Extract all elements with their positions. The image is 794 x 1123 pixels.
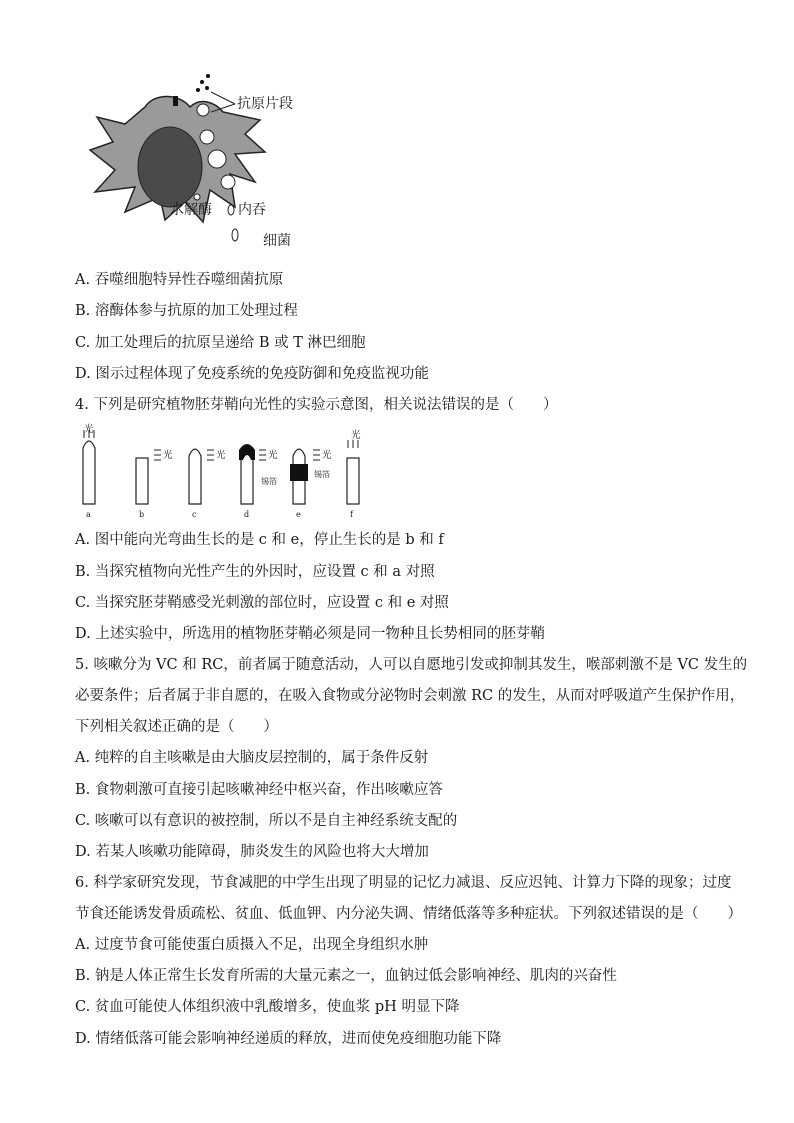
label-bacteria: 细菌 xyxy=(263,233,291,249)
tube-letter-c: c xyxy=(192,510,197,519)
label-antigen-fragment: 抗原片段 xyxy=(237,96,293,112)
q5-option-d: D. 若某人咳嗽功能障碍，肺炎发生的风险也将大大增加 xyxy=(75,844,429,860)
q6-option-a: A. 过度节食可能使蛋白质摄入不足，出现全身组织水肿 xyxy=(75,937,429,953)
q3-option-d: D. 图示过程体现了免疫系统的免疫防御和免疫监视功能 xyxy=(75,366,429,382)
foil-label-d: 锡箔 xyxy=(261,477,277,486)
q3-option-b: B. 溶酶体参与抗原的加工处理过程 xyxy=(75,303,298,319)
q5-stem-line-1: 5. 咳嗽分为 VC 和 RC，前者属于随意活动，人可以自愿地引发或抑制其发生，喉部刺激不是 VC 发生的 xyxy=(75,657,748,673)
q5-option-c: C. 咳嗽可以有意识的被控制，所以不是自主神经系统支配的 xyxy=(75,813,458,829)
q5-stem-line-3: 下列相关叙述正确的是（ ） xyxy=(75,719,278,735)
light-label-d: 光 xyxy=(268,450,278,461)
q4-option-c: C. 当探究胚芽鞘感受光刺激的部位时，应设置 c 和 e 对照 xyxy=(75,595,449,611)
q4-stem: 4. 下列是研究植物胚芽鞘向光性的实验示意图，相关说法错误的是（ ） xyxy=(75,397,558,413)
q4-option-d: D. 上述实验中，所选用的植物胚芽鞘必须是同一物种且长势相同的胚芽鞘 xyxy=(75,626,545,642)
light-label-f: 光 xyxy=(351,430,361,441)
coleoptile-figure xyxy=(75,420,375,525)
q6-option-b: B. 钠是人体正常生长发育所需的大量元素之一，血钠过低会影响神经、肌肉的兴奋性 xyxy=(75,968,617,984)
q3-option-a: A. 吞噬细胞特异性吞噬细菌抗原 xyxy=(75,272,284,288)
q3-option-c: C. 加工处理后的抗原呈递给 B 或 T 淋巴细胞 xyxy=(75,335,366,351)
label-endocytosis: 内吞 xyxy=(238,202,266,218)
tube-letter-d: d xyxy=(244,510,250,519)
light-label-a: 光 xyxy=(84,424,94,435)
q5-stem-line-2: 必要条件；后者属于非自愿的，在吸入食物或分泌物时会刺激 RC 的发生，从而对呼吸道产生保护作用， xyxy=(75,688,745,704)
q6-option-d: D. 情绪低落可能会影响神经递质的释放，进而使免疫细胞功能下降 xyxy=(75,1031,502,1047)
q4-option-b: B. 当探究植物向光性产生的外因时，应设置 c 和 a 对照 xyxy=(75,564,435,580)
q4-option-a: A. 图中能向光弯曲生长的是 c 和 e，停止生长的是 b 和 f xyxy=(75,532,444,548)
tube-letter-b: b xyxy=(139,510,145,519)
q6-option-c: C. 贫血可能使人体组织液中乳酸增多，使血浆 pH 明显下降 xyxy=(75,999,460,1015)
tube-letter-e: e xyxy=(296,510,301,519)
light-label-b: 光 xyxy=(163,450,173,461)
q5-option-a: A. 纯粹的自主咳嗽是由大脑皮层控制的，属于条件反射 xyxy=(75,750,429,766)
q6-stem-line-1: 6. 科学家研究发现，节食减肥的中学生出现了明显的记忆力减退、反应迟钝、计算力下降的现象；过度 xyxy=(75,875,732,891)
phagocyte-figure xyxy=(85,62,285,252)
foil-label-e: 锡箔 xyxy=(314,470,330,479)
tube-letter-a: a xyxy=(86,510,91,519)
light-label-c: 光 xyxy=(216,450,226,461)
q5-option-b: B. 食物刺激可直接引起咳嗽神经中枢兴奋，作出咳嗽应答 xyxy=(75,782,443,798)
light-label-e: 光 xyxy=(322,450,332,461)
q6-stem-line-2: 节食还能诱发骨质疏松、贫血、低血钾、内分泌失调、情绪低落等多种症状。下列叙述错误的是（ ） xyxy=(75,906,742,922)
tube-letter-f: f xyxy=(350,510,353,519)
label-hydrolase: 水解酶 xyxy=(170,202,212,218)
